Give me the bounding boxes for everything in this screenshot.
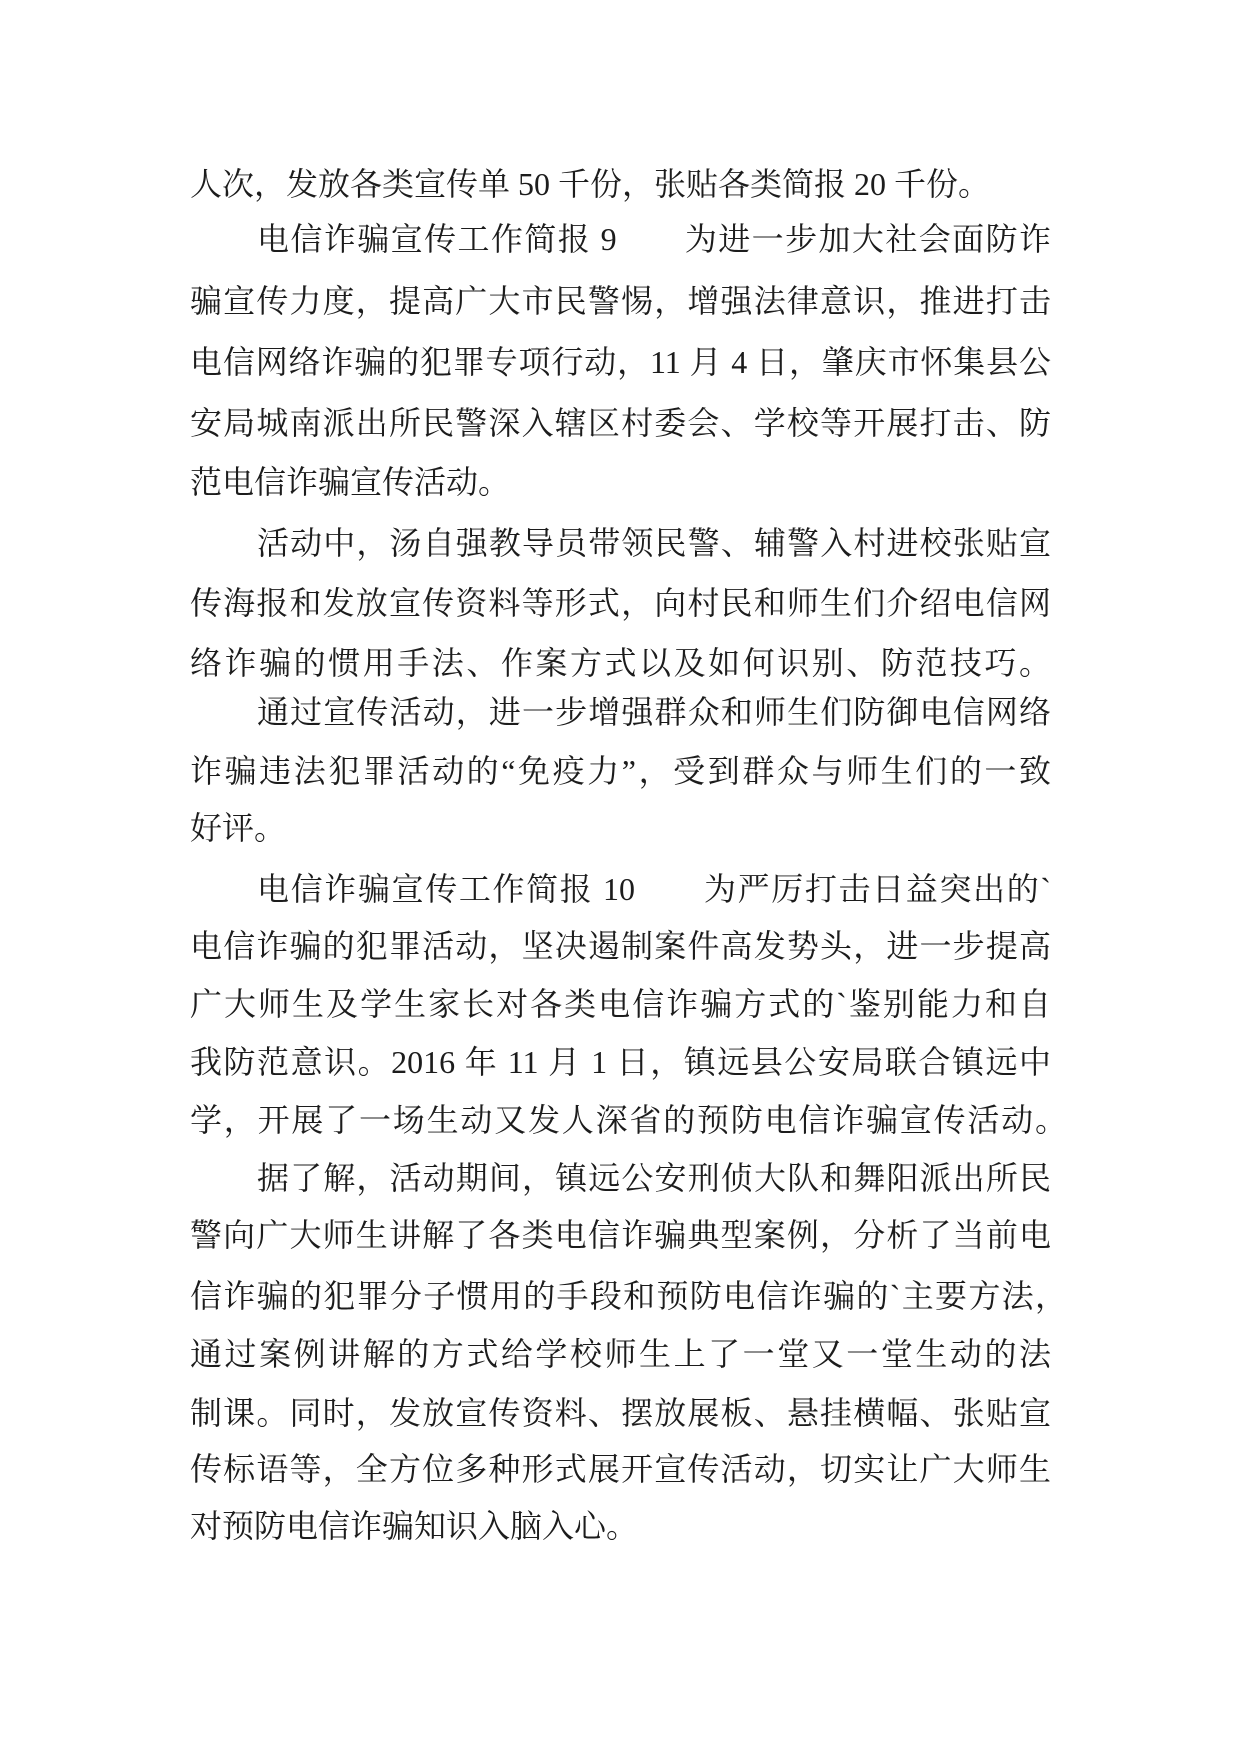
text-line: 信诈骗的犯罪分子惯用的手段和预防电信诈骗的`主要方法， xyxy=(190,1278,1067,1314)
text-line: 好评。 xyxy=(190,810,287,846)
text-line: 学，开展了一场生动又发人深省的预防电信诈骗宣传活动。 xyxy=(190,1102,1067,1138)
text-line: 人次，发放各类宣传单 50 千份，张贴各类简报 20 千份。 xyxy=(190,166,991,202)
text-line: 通过宣传活动，进一步增强群众和师生们防御电信网络 xyxy=(257,694,1051,730)
text-line: 电信诈骗宣传工作简报 10 为严厉打击日益突出的` xyxy=(257,871,1051,907)
text-line: 骗宣传力度，提高广大市民警惕，增强法律意识，推进打击 xyxy=(190,283,1051,319)
text-line: 通过案例讲解的方式给学校师生上了一堂又一堂生动的法 xyxy=(190,1336,1051,1372)
text-line: 活动中，汤自强教导员带领民警、辅警入村进校张贴宣 xyxy=(257,525,1051,561)
text-line: 广大师生及学生家长对各类电信诈骗方式的`鉴别能力和自 xyxy=(190,986,1051,1022)
text-line: 诈骗违法犯罪活动的“免疫力”，受到群众与师生们的一致 xyxy=(190,753,1051,789)
text-line: 传海报和发放宣传资料等形式，向村民和师生们介绍电信网 xyxy=(190,585,1051,621)
text-line: 据了解，活动期间，镇远公安刑侦大队和舞阳派出所民 xyxy=(257,1160,1051,1196)
text-line: 对预防电信诈骗知识入脑入心。 xyxy=(190,1508,639,1544)
text-line: 电信诈骗宣传工作简报 9 为进一步加大社会面防诈 xyxy=(257,221,1051,257)
text-line: 安局城南派出所民警深入辖区村委会、学校等开展打击、防 xyxy=(190,405,1051,441)
text-line: 传标语等，全方位多种形式展开宣传活动，切实让广大师生 xyxy=(190,1451,1051,1487)
text-line: 我防范意识。2016 年 11 月 1 日，镇远县公安局联合镇远中 xyxy=(190,1044,1051,1080)
text-line: 电信诈骗的犯罪活动，坚决遏制案件高发势头，进一步提高 xyxy=(190,928,1051,964)
text-line: 范电信诈骗宣传活动。 xyxy=(190,464,511,500)
text-line: 电信网络诈骗的犯罪专项行动，11 月 4 日，肇庆市怀集县公 xyxy=(190,344,1051,380)
text-line: 制课。同时，发放宣传资料、摆放展板、悬挂横幅、张贴宣 xyxy=(190,1395,1051,1431)
text-line: 警向广大师生讲解了各类电信诈骗典型案例，分析了当前电 xyxy=(190,1217,1051,1253)
text-line: 络诈骗的惯用手法、作案方式以及如何识别、防范技巧。 xyxy=(190,645,1051,681)
